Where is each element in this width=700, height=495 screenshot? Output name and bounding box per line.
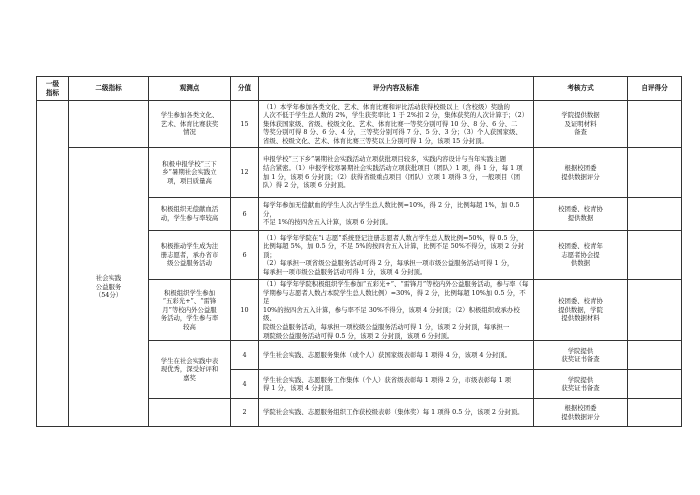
observation-cell: 积极组织无偿献血活 动，学生参与率较高 (149, 198, 231, 231)
table-row (37, 148, 682, 198)
content-cell: （1）每学年学院积极组织学生参加“五彩光+”、“雷锋月”等校内外公益服务活动，参与率（每 学期参与志愿者人数占本院学生总人数比例）=30%，得 2 分，比例每超 10%加 0.5 分，不足 10%的按四舍五入计算，参与率不足 30%不得分，该项 4 分封顶；（2）积极组织或承办校级、 院级公益服务活动，每承担一项校级公益服务活动可得 1 分，该项 2 分封顶，每承担一 项院级公益服务活动可得 0.5 分，该项 2 分封顶，该项 6 分封顶。 (259, 280, 534, 341)
method-cell: 校团委、校青年 志愿者协会提 供数据 (534, 231, 628, 280)
score-cell: 15 (231, 101, 259, 148)
self-score-cell[interactable] (628, 231, 682, 280)
header-self: 自评得分 (628, 77, 682, 101)
table-row (37, 101, 682, 148)
section-label: 社会实践 公益服务 （54分） (69, 148, 149, 427)
score-cell: 2 (231, 399, 259, 427)
self-score-cell[interactable] (628, 341, 682, 370)
header-content: 评分内容及标准 (259, 77, 534, 101)
content-cell: （1）本学年参加各类文化、艺术、体育比赛和评比活动获得校级以上（含校级）奖励的 人次不低于学生总人数的 2%，学生获奖率比 1 于 2%扣 2 分，集体获奖的人次计算于；（2） 集体获国家级、省级、校级文化、艺术、体育比赛一等奖分别可得 10 分、8 分、6 分、二 等奖分别可得 8 分、6 分、4 分，三等奖分别可得 7 分、5 分、3 分；（3）个人获国家级、 省级、校级文化、艺术、体育比赛三等奖以上分别可得 1 分，该项 15 分封顶。 (259, 101, 534, 148)
self-score-cell[interactable] (628, 198, 682, 231)
method-cell: 学院提供 获奖证书备查 (534, 341, 628, 370)
score-cell: 4 (231, 370, 259, 399)
method-cell: 学院提供 获奖证书备查 (534, 370, 628, 399)
observation-cell: 学生参加各类文化、 艺术、体育比赛获奖 情况 (149, 101, 231, 148)
score-cell: 6 (231, 231, 259, 280)
self-score-cell[interactable] (628, 101, 682, 148)
method-cell: 根据校团委 提供数据评分 (534, 399, 628, 427)
self-score-cell[interactable] (628, 370, 682, 399)
content-cell: 学院社会实践、志愿服务组织工作获校级表彰（集体奖）每 1 项得 0.5 分，该项 2 分封顶。 (259, 399, 534, 427)
self-score-cell[interactable] (628, 148, 682, 198)
level1-cell (37, 101, 69, 427)
observation-cell: 积极推动学生成为注 册志愿者，承办省市 级公益服务活动 (149, 231, 231, 280)
content-cell: 申报学校“三下乡”暑期社会实践活动立项获批项目较多，实践内容设计与当年实践主题 结合紧密。（1）申报学校寒暑期社会实践活动立项获批项目（团队）1 项，得 1 分，每 1 项 加 1 分，该项 6 分封顶；（2）获得省级重点项目（团队）立项 1 项得 3 分，一般项目（团 队）得 2 分，该项 6 分封顶。 (259, 148, 534, 198)
observation-cell: 积极申报学校“三下 乡”暑期社会实践立 项，项目质量高 (149, 148, 231, 198)
content-cell: 学生社会实践、志愿服务工作集体（个人）获省级表彰每 1 项得 2 分，市级表彰每 1 项 得 1 分，该项 4 分封顶。 (259, 370, 534, 399)
self-score-cell[interactable] (628, 280, 682, 341)
header-level1: 一级 指标 (37, 77, 69, 101)
level2-cell-empty (69, 101, 149, 148)
header-method: 考核方式 (534, 77, 628, 101)
header-observation: 观测点 (149, 77, 231, 101)
observation-cell-empty (149, 399, 231, 427)
header-row (37, 77, 682, 101)
score-cell: 4 (231, 341, 259, 370)
method-cell: 学院提供数据 及证明材料 备查 (534, 101, 628, 148)
observation-cell: 学生在社会实践中表 现优秀，深受好评和 嘉奖 (149, 341, 231, 399)
self-score-cell[interactable] (628, 399, 682, 427)
score-cell: 10 (231, 280, 259, 341)
method-cell: 校团委、校青协 提供数据，学院 提供数据材料 (534, 280, 628, 341)
header-level2: 二级指标 (69, 77, 149, 101)
method-cell: 根据校团委 提供数据评分 (534, 148, 628, 198)
content-cell: 每学年参加无偿献血的学生人次占学生总人数比例=10%，得 2 分，比例每超 1%，加 0.5 分， 不足 1%的按四舍五入计算，该项 6 分封顶。 (259, 198, 534, 231)
score-cell: 6 (231, 198, 259, 231)
content-cell: （1）每学年学院在“i 志愿”系统登记注册志愿者人数占学生总人数比例=50%，得 0.5 分， 比例每超 5%，加 0.5 分，不足 5%的按四舍五入计算，比例不足 50%不得分，该项 2 分封顶； （2）每承担一项省级公益服务活动可得 2 分，每承担一项市级公益服务活动可得 1 分， 每承担一项市级公益服务活动可得 1 分，该项 4 分封顶。 (259, 231, 534, 280)
observation-cell: 积极组织学生参加 “五彩光+”、“雷锋 月”等校内外公益服 务活动，学生参与率 较高 (149, 280, 231, 341)
evaluation-table (36, 76, 682, 427)
score-cell: 12 (231, 148, 259, 198)
content-cell: 学生社会实践、志愿服务集体（或个人）获国家级表彰每 1 项得 4 分，该项 4 分封顶。 (259, 341, 534, 370)
header-score: 分值 (231, 77, 259, 101)
method-cell: 校团委、校青协 提供数据 (534, 198, 628, 231)
